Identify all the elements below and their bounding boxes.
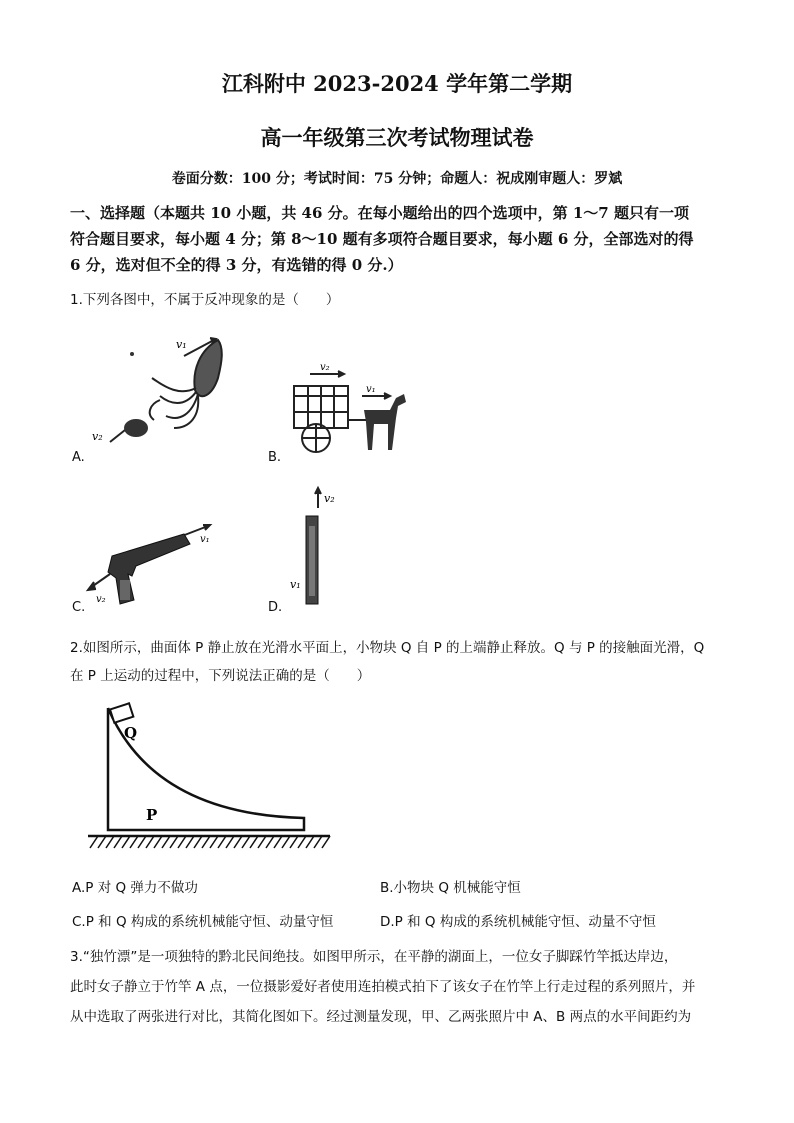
stem-line: 3.“独竹漂”是一项独特的黔北民间绝技。如图甲所示，在平静的湖面上，一位女子脚踩竹竿抵达岸边，	[70, 949, 678, 965]
rocket-velocity-label-1: v₁	[290, 578, 301, 591]
choice-d: D.P 和 Q 构成的系统机械能守恒、动量不守恒	[380, 914, 656, 930]
curved-block-figure	[84, 700, 334, 858]
ground-hatch-line	[162, 836, 170, 848]
ground-hatch-line	[274, 836, 282, 848]
block-p-label: P	[146, 806, 158, 824]
stem-line: 从中选取了两张进行对比，其简化图如下。经过测量发现，甲、乙两张照片中 A、B 两点的水平间距约为	[70, 1009, 692, 1025]
ground-hatch-line	[130, 836, 138, 848]
section-instructions	[70, 200, 730, 278]
ground-hatch-line	[282, 836, 290, 848]
exam-title: 江科附中 2023-2024 学年第二学期	[221, 71, 573, 96]
cart-velocity-label-2: v₂	[320, 362, 330, 373]
ground-hatch-line	[322, 836, 330, 848]
stem-line: 此时女子静立于竹竿 A 点，一位摄影爱好者使用连拍模式拍下了该女子在竹竿上行走过程的系列照片，并	[70, 979, 696, 995]
squid-velocity-label-2: v₂	[92, 430, 103, 443]
option-b-label: B.	[268, 450, 282, 465]
ground-hatch-line	[226, 836, 234, 848]
choice-a: A.P 对 Q 弹力不做功	[72, 880, 198, 896]
squid-velocity-label: v₁	[176, 338, 187, 351]
ground-hatch-line	[234, 836, 242, 848]
block-q-label: Q	[124, 724, 138, 742]
ground-hatch-line	[186, 836, 194, 848]
ground-hatch-line	[306, 836, 314, 848]
ground-hatch-line	[114, 836, 122, 848]
section-line: 一、选择题（本题共 10 小题，共 46 分。在每小题给出的四个选项中，第 1～7 题只有一项	[70, 204, 689, 222]
rocket-velocity-label-2: v₂	[324, 492, 335, 505]
stem-line: 2.如图所示，曲面体 P 静止放在光滑水平面上，小物块 Q 自 P 的上端静止释放。Q 与 P 的接触面光滑，Q	[70, 640, 705, 656]
question-1-stem: 1.下列各图中，不属于反冲现象的是（ ）	[70, 292, 340, 308]
option-c-label: C.	[72, 600, 86, 615]
ground-hatch-line	[170, 836, 178, 848]
gun-figure	[86, 522, 226, 606]
cart-velocity-label-1: v₁	[366, 384, 376, 395]
choice-b: B.小物块 Q 机械能守恒	[380, 880, 521, 896]
gun-velocity-label-1: v₁	[200, 534, 210, 545]
question-2-stem	[70, 634, 730, 690]
option-d-label: D.	[268, 600, 283, 615]
ground-hatch-line	[122, 836, 130, 848]
ground-hatch-line	[242, 836, 250, 848]
ground-hatch-line	[202, 836, 210, 848]
squid-figure	[92, 330, 240, 450]
horse-cart-figure	[288, 360, 418, 460]
ground-hatch-line	[154, 836, 162, 848]
stem-line: 在 P 上运动的过程中，下列说法正确的是（ ）	[70, 668, 371, 684]
rocket-figure	[286, 486, 346, 608]
ground-hatch-line	[90, 836, 98, 848]
ground-hatch-line	[194, 836, 202, 848]
option-a-label: A.	[72, 450, 85, 465]
ground-hatch-line	[218, 836, 226, 848]
ground-hatch-line	[210, 836, 218, 848]
ground-hatch-line	[250, 836, 258, 848]
ground-hatch-line	[266, 836, 274, 848]
section-line: 6 分，选对但不全的得 3 分，有选错的得 0 分.）	[70, 256, 403, 274]
exam-subtitle: 高一年级第三次考试物理试卷	[260, 125, 534, 150]
section-line: 符合题目要求，每小题 4 分；第 8～10 题有多项符合题目要求，每小题 6 分，全部选对的得	[70, 230, 694, 248]
ground-hatch-line	[298, 836, 306, 848]
gun-velocity-label-2: v₂	[96, 594, 106, 605]
ground-hatch-line	[258, 836, 266, 848]
exam-info: 卷面分数：100 分；考试时间：75 分钟；命题人：祝成刚审题人：罗斌	[171, 171, 623, 187]
ground-hatch-line	[98, 836, 106, 848]
ground-hatch-line	[138, 836, 146, 848]
ground-hatch-line	[314, 836, 322, 848]
ground-hatch-line	[106, 836, 114, 848]
question-3-stem	[70, 942, 730, 1032]
ground-hatch-line	[290, 836, 298, 848]
choice-c: C.P 和 Q 构成的系统机械能守恒、动量守恒	[72, 914, 334, 930]
ground-hatch-line	[146, 836, 154, 848]
ground-hatch-line	[178, 836, 186, 848]
